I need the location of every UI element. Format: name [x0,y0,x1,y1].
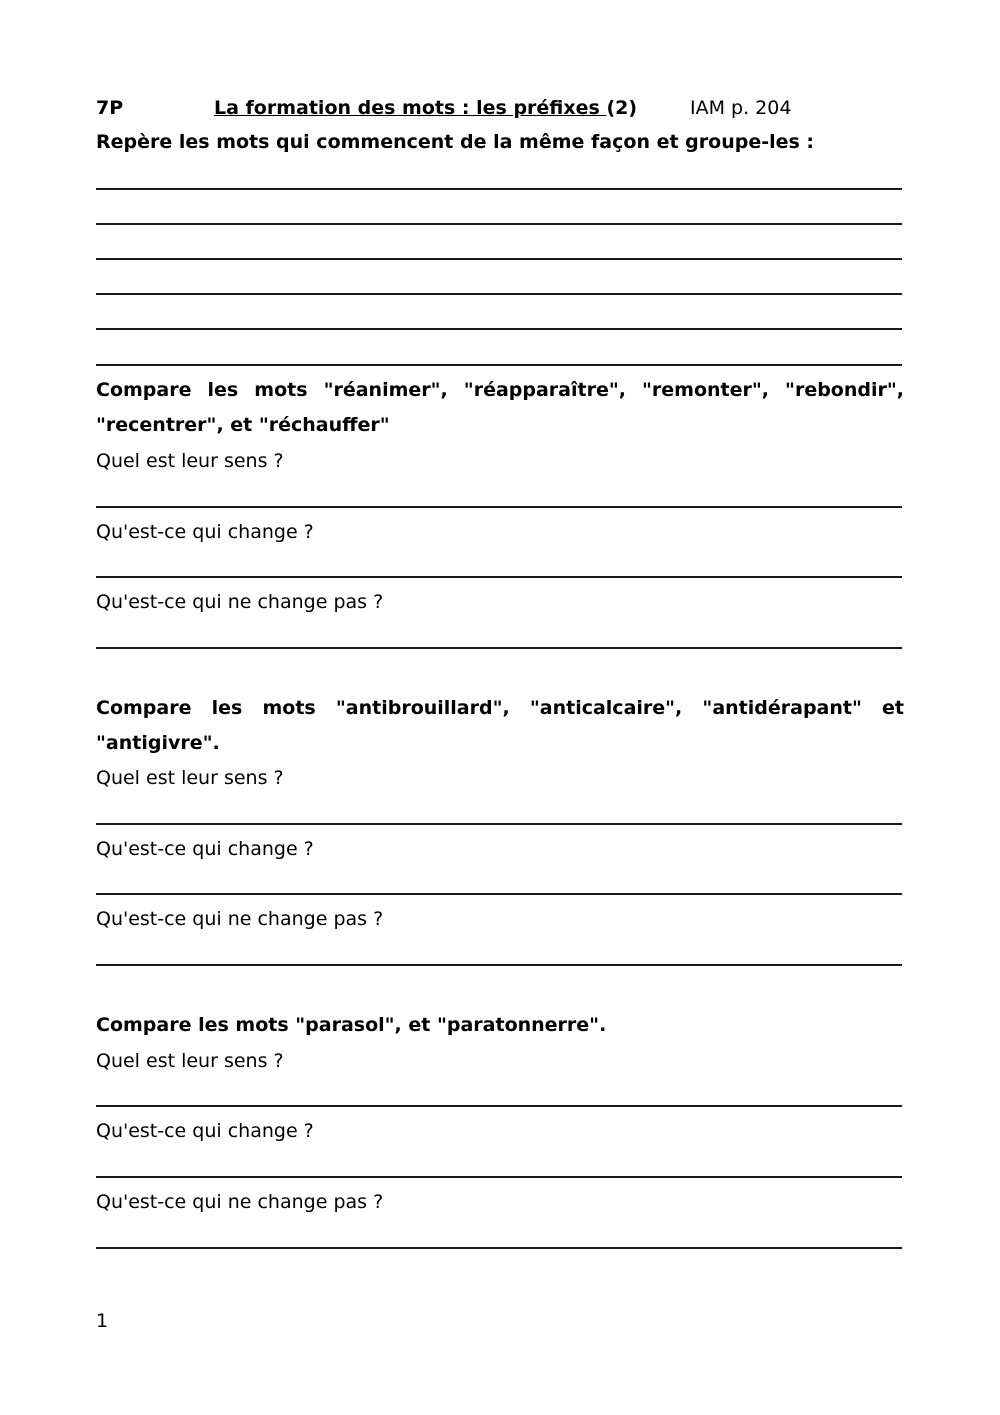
answer-line[interactable] [96,576,902,578]
answer-line[interactable] [96,1176,902,1178]
section-1-prompt-line1: Compare les mots "réanimer", "réapparaître", "remonter", "rebondir", [96,379,904,401]
answer-line[interactable] [96,647,902,649]
answer-line[interactable] [96,364,902,366]
section-2-question-meaning: Quel est leur sens ? [96,767,284,789]
answer-line[interactable] [96,223,902,225]
page-reference: IAM p. 204 [690,97,792,119]
section-1-question-meaning: Quel est leur sens ? [96,450,284,472]
section-2-question-change: Qu'est-ce qui change ? [96,838,314,860]
section-2-prompt-line1: Compare les mots "antibrouillard", "anticalcaire", "antidérapant" et [96,697,904,719]
section-1-question-no-change: Qu'est-ce qui ne change pas ? [96,591,384,613]
answer-line[interactable] [96,1105,902,1107]
section-1-prompt-line2: "recentrer", et "réchauffer" [96,414,390,436]
section-2-question-no-change: Qu'est-ce qui ne change pas ? [96,908,384,930]
answer-line[interactable] [96,506,902,508]
answer-line[interactable] [96,964,902,966]
answer-line[interactable] [96,328,902,330]
intro-instruction: Repère les mots qui commencent de la même façon et groupe-les : [96,131,815,153]
title-suffix: (2) [606,97,638,119]
answer-line[interactable] [96,258,902,260]
page-number: 1 [96,1310,109,1332]
section-2-prompt-line2: "antigivre". [96,732,220,754]
section-3-question-no-change: Qu'est-ce qui ne change pas ? [96,1191,384,1213]
answer-line[interactable] [96,893,902,895]
section-3-question-meaning: Quel est leur sens ? [96,1050,284,1072]
answer-line[interactable] [96,823,902,825]
answer-line[interactable] [96,293,902,295]
level-label: 7P [96,97,124,119]
section-1-question-change: Qu'est-ce qui change ? [96,521,314,543]
answer-line[interactable] [96,188,902,190]
title-text: La formation des mots : les préfixes [214,97,607,119]
answer-line[interactable] [96,1247,902,1249]
section-3-prompt-line1: Compare les mots "parasol", et "paratonnerre". [96,1014,607,1036]
section-3-question-change: Qu'est-ce qui change ? [96,1120,314,1142]
worksheet-title [214,97,637,119]
